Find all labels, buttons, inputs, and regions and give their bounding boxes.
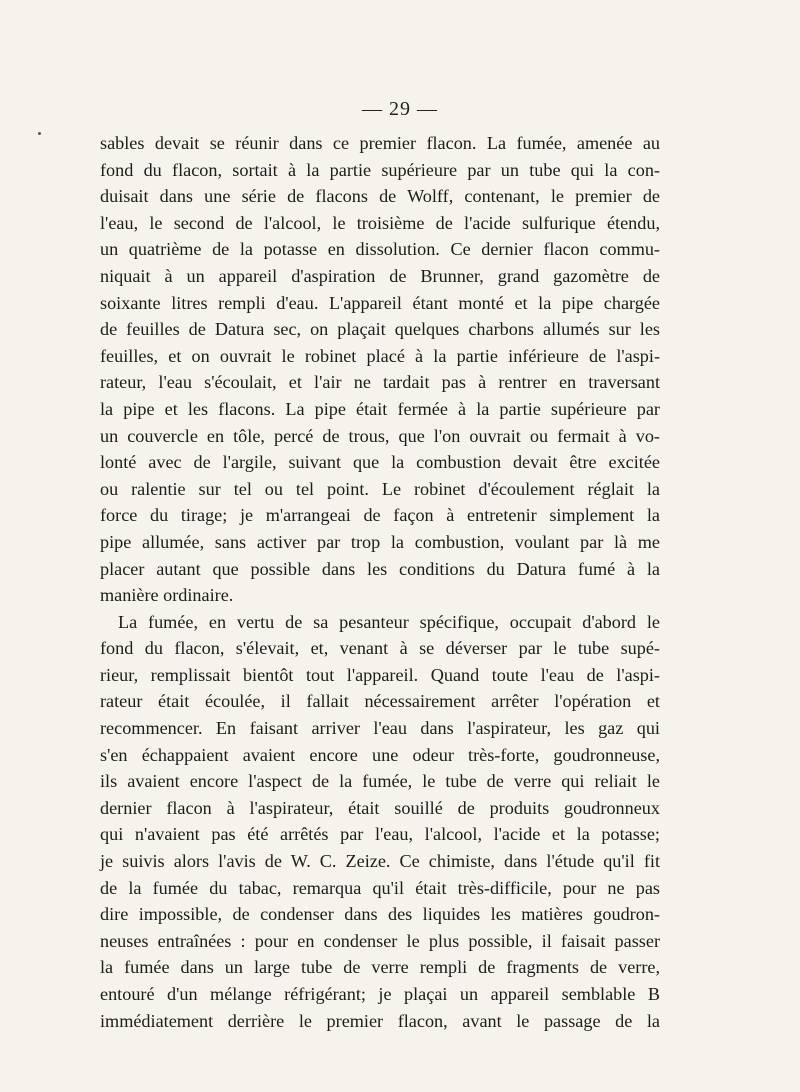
text-line: force du tirage; je m'arrangeai de façon à entretenir simplement la [100, 505, 660, 526]
text-line: soixante litres rempli d'eau. L'appareil étant monté et la pipe chargée [100, 292, 660, 313]
text-line: manière ordinaire. [100, 585, 234, 606]
text-line: rateur était écoulée, il fallait nécessairement arrêter l'opération et [100, 691, 660, 712]
text-line: ou ralentie sur tel ou tel point. Le robinet d'écoulement réglait la [100, 478, 660, 499]
text-line: de la fumée du tabac, remarqua qu'il était très-difficile, pour ne pas [100, 877, 660, 898]
text-line: neuses entraînées : pour en condenser le plus possible, il faisait passer [100, 930, 660, 951]
text-line: un quatrième de la potasse en dissolution. Ce dernier flacon commu- [100, 239, 660, 260]
text-line: de feuilles de Datura sec, on plaçait quelques charbons allumés sur les [100, 319, 660, 340]
paragraph-1 [100, 130, 660, 609]
text-line: rieur, remplissait bientôt tout l'appareil. Quand toute l'eau de l'aspi- [100, 664, 660, 685]
text-line: l'eau, le second de l'alcool, le troisième de l'acide sulfurique étendu, [100, 212, 660, 233]
paper-speck [38, 132, 41, 135]
text-line: La fumée, en vertu de sa pesanteur spécifique, occupait d'abord le [118, 611, 660, 632]
text-line: entouré d'un mélange réfrigérant; je plaçai un appareil semblable B [100, 984, 660, 1004]
text-line: feuilles, et on ouvrait le robinet placé à la partie inférieure de l'aspi- [100, 345, 660, 366]
text-line: dernier flacon à l'aspirateur, était souillé de produits goudronneux [100, 797, 660, 818]
text-line: fond du flacon, s'élevait, et, venant à se déverser par le tube supé- [100, 638, 660, 659]
paragraph-2 [100, 609, 660, 1035]
text-line: niquait à un appareil d'aspiration de Brunner, grand gazomètre de [100, 265, 660, 286]
text-line: qui n'avaient pas été arrêtés par l'eau, l'alcool, l'acide et la potasse; [100, 824, 660, 845]
text-line: je suivis alors l'avis de W. C. Zeize. Ce chimiste, dans l'étude qu'il fit [100, 851, 660, 872]
text-line: lonté avec de l'argile, suivant que la combustion devait être excitée [100, 452, 660, 473]
text-line: immédiatement derrière le premier flacon, avant le passage de la [100, 1010, 660, 1031]
text-line: dire impossible, de condenser dans des liquides les matières goudron- [100, 904, 660, 925]
text-line: placer autant que possible dans les conditions du Datura fumé à la [100, 558, 660, 579]
text-line: fond du flacon, sortait à la partie supérieure par un tube qui la con- [100, 159, 660, 180]
body-text [100, 130, 660, 1034]
text-line: la fumée dans un large tube de verre rempli de fragments de verre, [100, 957, 660, 978]
text-line: pipe allumée, sans activer par trop la combustion, voulant par là me [100, 531, 660, 552]
text-line: duisait dans une série de flacons de Wolff, contenant, le premier de [100, 186, 660, 207]
page-number: — 29 — [362, 98, 438, 120]
text-line: rateur, l'eau s'écoulait, et l'air ne tardait pas à rentrer en traversant [100, 372, 660, 393]
text-line: sables devait se réunir dans ce premier flacon. La fumée, amenée au [100, 133, 660, 153]
text-line: la pipe et les flacons. La pipe était fermée à la partie supérieure par [100, 398, 660, 419]
text-line: recommencer. En faisant arriver l'eau dans l'aspirateur, les gaz qui [100, 718, 660, 739]
text-line: s'en échappaient avaient encore une odeur très-forte, goudronneuse, [100, 744, 660, 765]
text-line: ils avaient encore l'aspect de la fumée, le tube de verre qui reliait le [100, 771, 660, 792]
text-line: un couvercle en tôle, percé de trous, que l'on ouvrait ou fermait à vo- [100, 425, 660, 446]
